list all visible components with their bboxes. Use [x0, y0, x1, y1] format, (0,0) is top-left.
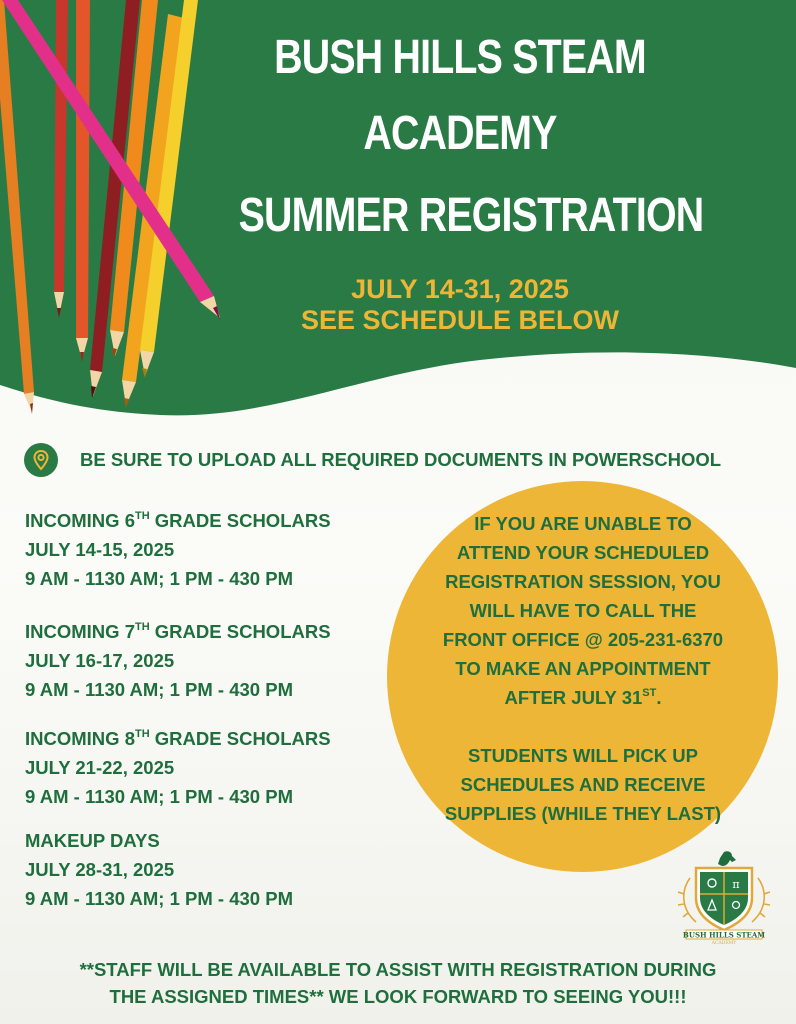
crest-name: BUSH HILLS STEAM	[682, 930, 766, 940]
grade-label: INCOMING 7TH GRADE SCHOLARS	[25, 620, 331, 642]
location-pin-icon	[24, 443, 58, 477]
info-line: REGISTRATION SESSION, YOU	[445, 571, 721, 592]
footer-line-1: **STAFF WILL BE AVAILABLE TO ASSIST WITH REGISTRATION DURING	[79, 959, 717, 980]
grade-label: INCOMING 8TH GRADE SCHOLARS	[25, 727, 331, 749]
schedule-grade-6	[25, 506, 331, 593]
info-line: IF YOU ARE UNABLE TO	[474, 513, 692, 534]
crest-sub: ACADEMY	[711, 941, 737, 944]
schedule-grade-8	[25, 724, 331, 811]
title-line-1: BUSH HILLS STEAM	[274, 31, 646, 84]
upload-notice	[24, 442, 721, 478]
grade-times: 9 AM - 1130 AM; 1 PM - 430 PM	[25, 786, 293, 807]
footer-line-2: THE ASSIGNED TIMES** WE LOOK FORWARD TO SEEING YOU!!!	[109, 986, 687, 1007]
upload-notice-text: BE SURE TO UPLOAD ALL REQUIRED DOCUMENTS IN POWERSCHOOL	[80, 449, 722, 470]
grade-dates: JULY 21-22, 2025	[25, 757, 175, 778]
grade-times: 9 AM - 1130 AM; 1 PM - 430 PM	[25, 568, 293, 589]
supplies-line: SCHEDULES AND RECEIVE	[460, 774, 706, 795]
info-line: WILL HAVE TO CALL THE	[469, 600, 697, 621]
colored-pencils-icon	[0, 0, 240, 430]
info-line: ATTEND YOUR SCHEDULED	[456, 542, 710, 563]
info-line: TO MAKE AN APPOINTMENT	[455, 658, 711, 679]
supplies-line: STUDENTS WILL PICK UP	[468, 745, 698, 766]
info-text	[418, 509, 748, 828]
grade-label: INCOMING 6TH GRADE SCHOLARS	[25, 509, 331, 531]
registration-dates: JULY 14-31, 2025	[351, 274, 569, 304]
school-crest-icon	[674, 848, 774, 944]
title-line-3: SUMMER REGISTRATION	[238, 189, 704, 242]
schedule-grade-7	[25, 617, 331, 704]
info-line: FRONT OFFICE @ 205-231-6370	[442, 629, 724, 650]
grade-dates: JULY 16-17, 2025	[25, 650, 175, 671]
info-line: AFTER JULY 31ST.	[504, 686, 662, 708]
svg-text:π: π	[732, 878, 740, 891]
makeup-times: 9 AM - 1130 AM; 1 PM - 430 PM	[25, 888, 293, 909]
supplies-line: SUPPLIES (WHILE THEY LAST)	[444, 803, 722, 824]
schedule-makeup-days	[25, 826, 293, 913]
see-schedule-note: SEE SCHEDULE BELOW	[300, 305, 620, 335]
grade-times: 9 AM - 1130 AM; 1 PM - 430 PM	[25, 679, 293, 700]
makeup-label: MAKEUP DAYS	[25, 830, 160, 851]
staff-footer	[20, 956, 776, 1010]
title-line-2: ACADEMY	[363, 107, 557, 160]
grade-dates: JULY 14-15, 2025	[25, 539, 175, 560]
makeup-dates: JULY 28-31, 2025	[25, 859, 175, 880]
